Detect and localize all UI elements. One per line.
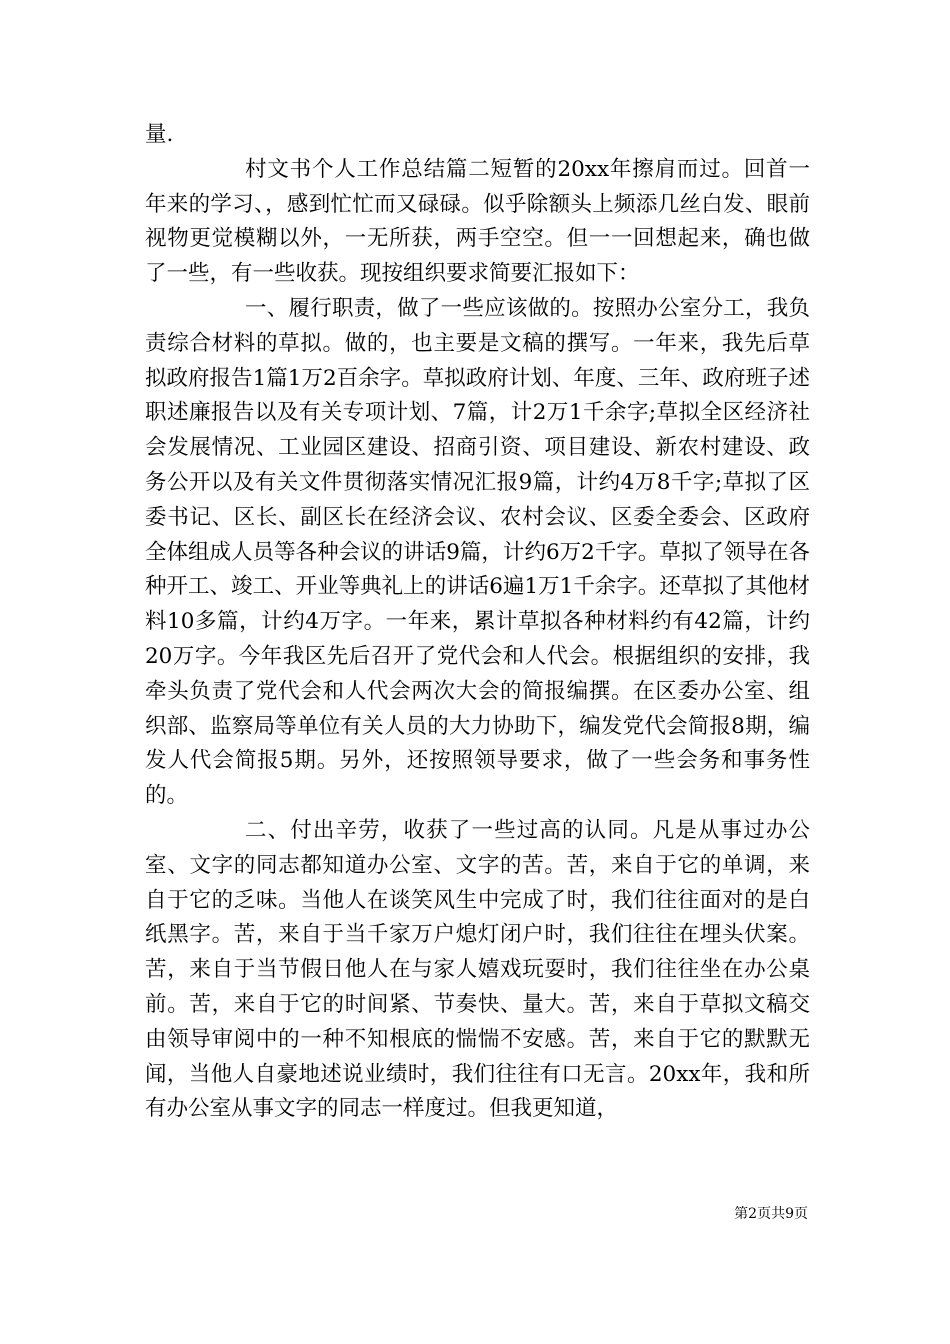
document-body bbox=[145, 118, 810, 1127]
paragraph-section-two: 二、付出辛劳，收获了一些过高的认同。凡是从事过办公室、文字的同志都知道办公室、文字的苦。苦，来自于它的单调，来自于它的乏味。当他人在谈笑风生中完成了时，我们往往面对的是白纸黑字。苦，来自于当千家万户熄灯闭户时，我们往往在埋头伏案。苦，来自于当节假日他人在与家人嬉戏玩耍时，我们往往坐在办公桌前。苦，来自于它的时间紧、节奏快、量大。苦，来自于草拟文稿交由领导审阅中的一种不知根底的惴惴不安感。苦，来自于它的默默无闻，当他人自豪地述说业绩时，我们往往有口无言。20xx年，我和所有办公室从事文字的同志一样度过。但我更知道， bbox=[145, 817, 810, 1122]
paragraph-continuation: 量. bbox=[145, 122, 174, 147]
page-number: 第2页共9页 bbox=[734, 1206, 808, 1222]
paragraph-section-one: 一、履行职责，做了一些应该做的。按照办公室分工，我负责综合材料的草拟。做的，也主要是文稿的撰写。一年来，我先后草拟政府报告1篇1万2百余字。草拟政府计划、年度、三年、政府班子述职述廉报告以及有关专项计划、7篇，计2万1千余字;草拟全区经济社会发展情况、工业园区建设、招商引资、项目建设、新农村建设、政务公开以及有关文件贯彻落实情况汇报9篇，计约4万8千字;草拟了区委书记、区长、副区长在经济会议、农村会议、区委全委会、区政府全体组成人员等各种会议的讲话9篇，计约6万2千字。草拟了领导在各种开工、竣工、开业等典礼上的讲话6遍1万1千余字。还草拟了其他材料10多篇，计约4万字。一年来，累计草拟各种材料约有42篇，计约20万字。今年我区先后召开了党代会和人代会。根据组织的安排，我牵头负责了党代会和人代会两次大会的简报编撰。在区委办公室、组织部、监察局等单位有关人员的大力协助下，编发党代会简报8期，编发人代会简报5期。另外，还按照领导要求，做了一些会务和事务性的。 bbox=[145, 295, 810, 809]
paragraph-intro: 村文书个人工作总结篇二短暂的20xx年擦肩而过。回首一年来的学习、，感到忙忙而又碌碌。似乎除额头上频添几丝白发、眼前视物更觉模糊以外，一无所获，两手空空。但一一回想起来，确也做了一些，有一些收获。现按组织要求简要汇报如下： bbox=[145, 156, 810, 287]
